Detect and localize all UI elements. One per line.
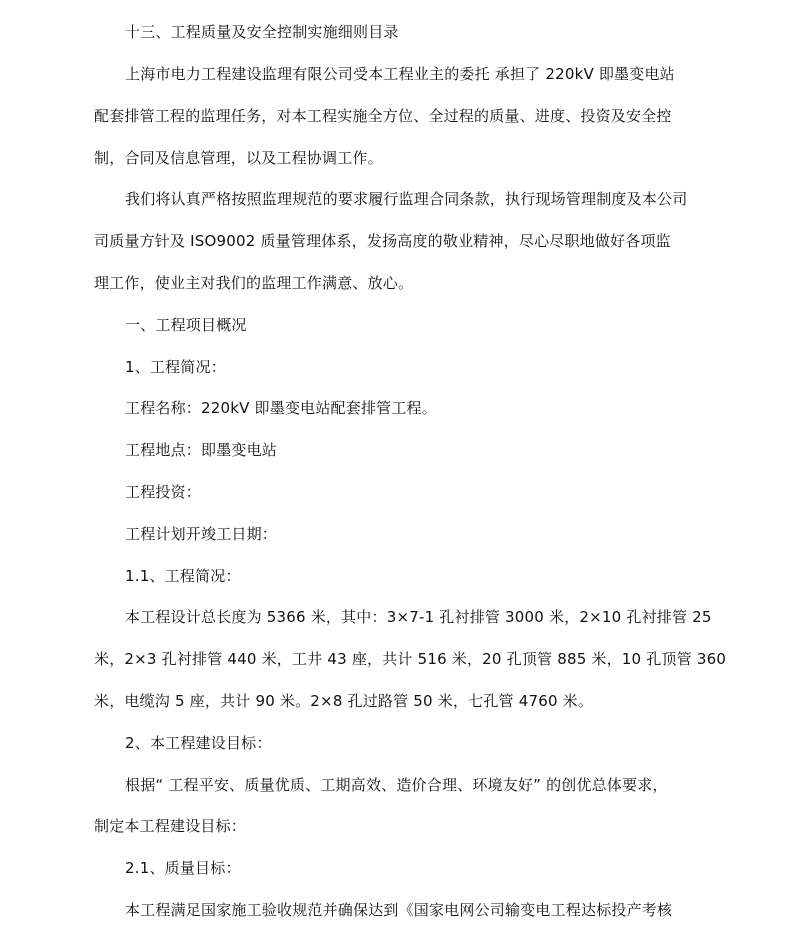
toc-heading: 十三、工程质量及安全控制实施细则目录 (125, 23, 399, 41)
subsection-1-title: 1、工程简况： (125, 358, 226, 376)
subsection-2-line-2: 制定本工程建设目标： (94, 817, 247, 835)
subsection-2-1-line-1: 本工程满足国家施工验收规范并确保达到《国家电网公司输变电工程达标投产考核 (125, 901, 673, 919)
subsection-1-1-line-1: 本工程设计总长度为 5366 米，其中：3×7-1 孔衬排管 3000 米，2×10 孔衬排管 25 (125, 608, 712, 626)
subsection-2-1-title: 2.1、质量目标： (125, 859, 241, 877)
subsection-1-1-line-2: 米，2×3 孔衬排管 440 米，工井 43 座，共计 516 米，20 孔顶管 885 米，10 孔顶管 360 (94, 650, 727, 668)
subsection-1-1-line-3: 米，电缆沟 5 座，共计 90 米。2×8 孔过路管 50 米，七孔管 4760 米。 (94, 692, 594, 710)
project-location: 工程地点：即墨变电站 (125, 441, 278, 459)
project-name: 工程名称：220kV 即墨变电站配套排管工程。 (125, 399, 437, 417)
project-schedule: 工程计划开竣工日期： (125, 525, 278, 543)
subsection-2-title: 2、本工程建设目标： (125, 734, 272, 752)
intro-paragraph-1-line-2: 配套排管工程的监理任务，对本工程实施全方位、全过程的质量、进度、投资及安全控 (94, 107, 672, 125)
project-investment: 工程投资： (125, 483, 202, 501)
intro-paragraph-1-line-1: 上海市电力工程建设监理有限公司受本工程业主的委托 承担了 220kV 即墨变电站 (125, 65, 675, 83)
section-1-title: 一、工程项目概况 (125, 316, 247, 334)
subsection-2-line-1: 根据“ 工程平安、质量优质、工期高效、造价合理、环境友好” 的创优总体要求， (125, 776, 668, 794)
intro-paragraph-2-line-3: 理工作，使业主对我们的监理工作满意、放心。 (94, 274, 414, 292)
intro-paragraph-1-line-3: 制，合同及信息管理，以及工程协调工作。 (94, 149, 383, 167)
subsection-1-1-title: 1.1、工程简况： (125, 567, 241, 585)
intro-paragraph-2-line-2: 司质量方针及 ISO9002 质量管理体系，发扬高度的敬业精神，尽心尽职地做好各项监 (94, 232, 671, 250)
intro-paragraph-2-line-1: 我们将认真严格按照监理规范的要求履行监理合同条款，执行现场管理制度及本公司 (125, 190, 688, 208)
